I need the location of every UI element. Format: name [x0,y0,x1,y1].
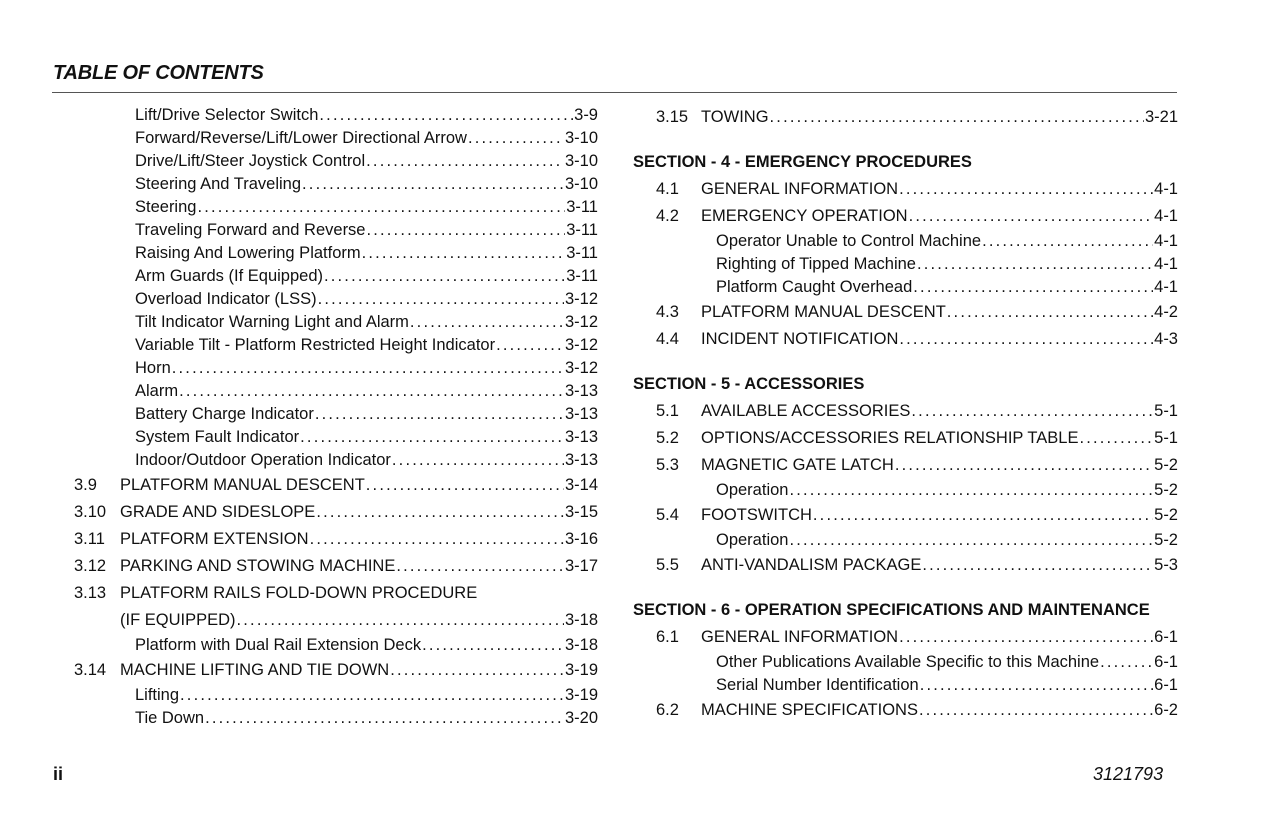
entry-title: Tilt Indicator Warning Light and Alarm [135,313,409,331]
dot-leader [899,624,1153,651]
toc-entry[interactable] [633,176,1178,203]
toc-subentry[interactable] [74,196,598,219]
dot-leader [318,288,564,311]
entry-title: PLATFORM RAILS FOLD-DOWN PROCEDURE [120,584,478,602]
toc-entry[interactable] [633,425,1178,452]
page-ref: 3-21 [1144,108,1178,126]
section-number: 4.2 [656,207,679,225]
dot-leader [468,127,564,150]
entry-title: Serial Number Identification [716,676,919,694]
page-ref: 4-3 [1154,330,1178,348]
entry-title: PLATFORM MANUAL DESCENT [701,303,946,321]
page-ref: 3-12 [564,290,598,308]
page-ref: 3-13 [564,405,598,423]
dot-leader [319,104,573,127]
entry-title: AVAILABLE ACCESSORIES [701,402,911,420]
toc-subentry[interactable] [74,380,598,403]
dot-leader [947,299,1153,326]
document-number: 3121793 [1093,764,1164,784]
dot-leader [496,334,564,357]
page-ref: 3-18 [564,636,598,654]
toc-subentry[interactable] [633,276,1178,299]
page-ref: 3-11 [566,267,598,285]
section-heading: SECTION - 5 - ACCESSORIES [633,375,865,393]
page-ref: 3-9 [574,106,598,124]
toc-subentry[interactable] [74,403,598,426]
entry-title: Other Publications Available Specific to this Machine [716,653,1100,671]
entry-title: Horn [135,359,171,377]
entry-title: GENERAL INFORMATION [701,180,899,198]
dot-leader [316,499,564,526]
entry-title: GENERAL INFORMATION [701,628,899,646]
page-ref: 6-1 [1154,628,1178,646]
toc-entry[interactable] [633,299,1178,326]
toc-subentry[interactable] [74,288,598,311]
toc-subentry[interactable] [633,651,1178,674]
toc-subentry[interactable] [74,634,598,657]
dot-leader [310,526,564,553]
dot-leader [315,403,564,426]
entry-title: PLATFORM MANUAL DESCENT [120,476,365,494]
dot-leader [920,674,1153,697]
page-ref: 6-1 [1154,676,1178,694]
section-number: 6.1 [656,628,679,646]
entry-title: Raising And Lowering Platform [135,244,361,262]
toc-entry[interactable] [633,502,1178,529]
dot-leader [909,203,1154,230]
dot-leader [366,150,564,173]
section-number: 3.14 [74,661,107,679]
entry-title: Righting of Tipped Machine [716,255,916,273]
section-number: 3.11 [74,530,105,548]
dot-leader [205,707,564,730]
dot-leader [789,479,1153,502]
dot-leader [1079,425,1153,452]
toc-subentry[interactable] [74,265,598,288]
entry-title: Overload Indicator (LSS) [135,290,317,308]
entry-title: Variable Tilt - Platform Restricted Height Indicator [135,336,496,354]
entry-title: Tie Down [135,709,205,727]
entry-title: FOOTSWITCH [701,506,812,524]
page-ref: 5-1 [1154,402,1178,420]
page-ref: 5-2 [1154,506,1178,524]
page-ref: 4-1 [1154,232,1178,250]
page-ref: 5-2 [1154,481,1178,499]
toc-entry[interactable] [74,472,598,499]
page-ref: 5-2 [1154,531,1178,549]
section-number: 4.1 [656,180,679,198]
page-ref: 3-11 [566,198,598,216]
page-ref: 3-11 [566,221,598,239]
dot-leader [366,472,564,499]
entry-title: GRADE AND SIDESLOPE [120,503,316,521]
page-ref: 4-1 [1154,180,1178,198]
section-number: 3.15 [656,108,689,126]
toc-entry[interactable] [633,203,1178,230]
toc-entry[interactable] [74,553,598,580]
page-ref: 3-14 [564,476,598,494]
entry-title: Arm Guards (If Equipped) [135,267,323,285]
page-ref: 3-12 [564,313,598,331]
page-ref: 5-3 [1154,556,1178,574]
toc-entry[interactable] [633,697,1178,724]
entry-title: Operation [716,481,789,499]
page-ref: 3-13 [564,382,598,400]
entry-title: Lifting [135,686,180,704]
entry-title: MAGNETIC GATE LATCH [701,456,894,474]
entry-title: Platform Caught Overhead [716,278,913,296]
entry-title: ANTI-VANDALISM PACKAGE [701,556,922,574]
dot-leader [300,426,564,449]
entry-title: Traveling Forward and Reverse [135,221,366,239]
toc-subentry[interactable] [633,479,1178,502]
page-ref: 3-19 [564,661,598,679]
toc-subentry[interactable] [74,104,598,127]
dot-leader [179,380,564,403]
dot-leader [899,176,1153,203]
dot-leader [197,196,565,219]
toc-right-column [633,104,1178,724]
toc-entry[interactable] [633,552,1178,579]
entry-title: Steering [135,198,197,216]
page-ref: 4-1 [1154,207,1178,225]
toc-entry[interactable] [74,499,598,526]
toc-subentry[interactable] [74,357,598,380]
dot-leader [895,452,1153,479]
entry-title: (IF EQUIPPED) [120,611,236,629]
toc-subentry[interactable] [633,253,1178,276]
dot-leader [302,173,564,196]
section-number: 3.9 [74,476,97,494]
page-ref: 6-1 [1154,653,1178,671]
page-ref: 3-10 [564,152,598,170]
entry-title: MACHINE SPECIFICATIONS [701,701,918,719]
dot-leader [922,552,1153,579]
entry-title: MACHINE LIFTING AND TIE DOWN [120,661,390,679]
dot-leader [392,449,564,472]
page-ref: 3-15 [564,503,598,521]
page-ref: 3-13 [564,451,598,469]
toc-subentry[interactable] [74,311,598,334]
dot-leader [172,357,564,380]
dot-leader [919,697,1153,724]
toc-subentry[interactable] [633,674,1178,697]
page-title: TABLE OF CONTENTS [53,62,264,84]
page-number: ii [53,764,64,784]
entry-title: System Fault Indicator [135,428,300,446]
page-ref: 3-10 [564,129,598,147]
dot-leader [237,607,564,634]
toc-subentry[interactable] [633,529,1178,552]
toc-entry[interactable] [633,624,1178,651]
page-ref: 3-17 [564,557,598,575]
dot-leader [899,326,1153,353]
section-number: 6.2 [656,701,679,719]
entry-title: Alarm [135,382,179,400]
page-ref: 4-1 [1154,255,1178,273]
entry-title: Operation [716,531,789,549]
entry-title: PARKING AND STOWING MACHINE [120,557,396,575]
section-number: 5.3 [656,456,679,474]
dot-leader [422,634,564,657]
entry-title: Forward/Reverse/Lift/Lower Directional Arrow [135,129,467,147]
dot-leader [362,242,566,265]
dot-leader [913,276,1153,299]
entry-title: EMERGENCY OPERATION [701,207,908,225]
header-rule [52,92,1177,93]
entry-title: TOWING [701,108,769,126]
page-ref: 4-1 [1154,278,1178,296]
section-number: 5.1 [656,402,679,420]
toc-entry[interactable] [74,526,598,553]
section-heading: SECTION - 6 - OPERATION SPECIFICATIONS AND MAINTENANCE [633,601,1150,619]
toc-subentry[interactable] [74,684,598,707]
entry-title: Operator Unable to Control Machine [716,232,982,250]
entry-title: INCIDENT NOTIFICATION [701,330,899,348]
dot-leader [1100,651,1153,674]
toc-subentry[interactable] [74,242,598,265]
entry-title: Lift/Drive Selector Switch [135,106,319,124]
entry-title: Drive/Lift/Steer Joystick Control [135,152,366,170]
dot-leader [770,104,1144,131]
page-ref: 5-1 [1154,429,1178,447]
toc-entry[interactable] [633,398,1178,425]
section-heading: SECTION - 4 - EMERGENCY PROCEDURES [633,153,972,171]
toc-subentry[interactable] [74,449,598,472]
entry-title: Indoor/Outdoor Operation Indicator [135,451,391,469]
page-ref: 6-2 [1154,701,1178,719]
entry-title: Battery Charge Indicator [135,405,314,423]
section-number: 5.5 [656,556,679,574]
page-ref: 3-11 [566,244,598,262]
toc-subentry[interactable] [633,230,1178,253]
page-ref: 3-13 [564,428,598,446]
toc-entry[interactable] [74,657,598,684]
dot-leader [366,219,565,242]
section-number: 3.10 [74,503,107,521]
entry-title: Platform with Dual Rail Extension Deck [135,636,422,654]
page-ref: 4-2 [1154,303,1178,321]
toc-subentry[interactable] [74,707,598,730]
dot-leader [789,529,1153,552]
toc-entry[interactable] [633,104,1178,131]
dot-leader [410,311,564,334]
entry-title: Steering And Traveling [135,175,302,193]
toc-subentry[interactable] [74,173,598,196]
toc-entry[interactable] [633,452,1178,479]
page-ref: 3-20 [564,709,598,727]
page-ref: 3-10 [564,175,598,193]
toc-subentry[interactable] [74,219,598,242]
dot-leader [911,398,1153,425]
section-number: 5.4 [656,506,679,524]
section-number: 3.13 [74,584,107,602]
page-ref: 5-2 [1154,456,1178,474]
section-number: 3.12 [74,557,107,575]
page-ref: 3-16 [564,530,598,548]
section-number: 4.4 [656,330,679,348]
toc-subentry[interactable] [74,334,598,357]
toc-entry-continuation[interactable] [74,607,598,634]
entry-title: PLATFORM EXTENSION [120,530,309,548]
dot-leader [813,502,1153,529]
section-number: 4.3 [656,303,679,321]
page-ref: 3-19 [564,686,598,704]
dot-leader [982,230,1153,253]
toc-subentry[interactable] [74,426,598,449]
page-ref: 3-12 [564,359,598,377]
dot-leader [180,684,564,707]
page-ref: 3-12 [564,336,598,354]
toc-subentry[interactable] [74,150,598,173]
dot-leader [396,553,564,580]
dot-leader [324,265,565,288]
page-ref: 3-18 [564,611,598,629]
toc-subentry[interactable] [74,127,598,150]
dot-leader [917,253,1153,276]
toc-entry[interactable] [74,580,598,607]
entry-title: OPTIONS/ACCESSORIES RELATIONSHIP TABLE [701,429,1079,447]
toc-left-column [74,104,598,730]
toc-entry[interactable] [633,326,1178,353]
section-number: 5.2 [656,429,679,447]
dot-leader [390,657,564,684]
